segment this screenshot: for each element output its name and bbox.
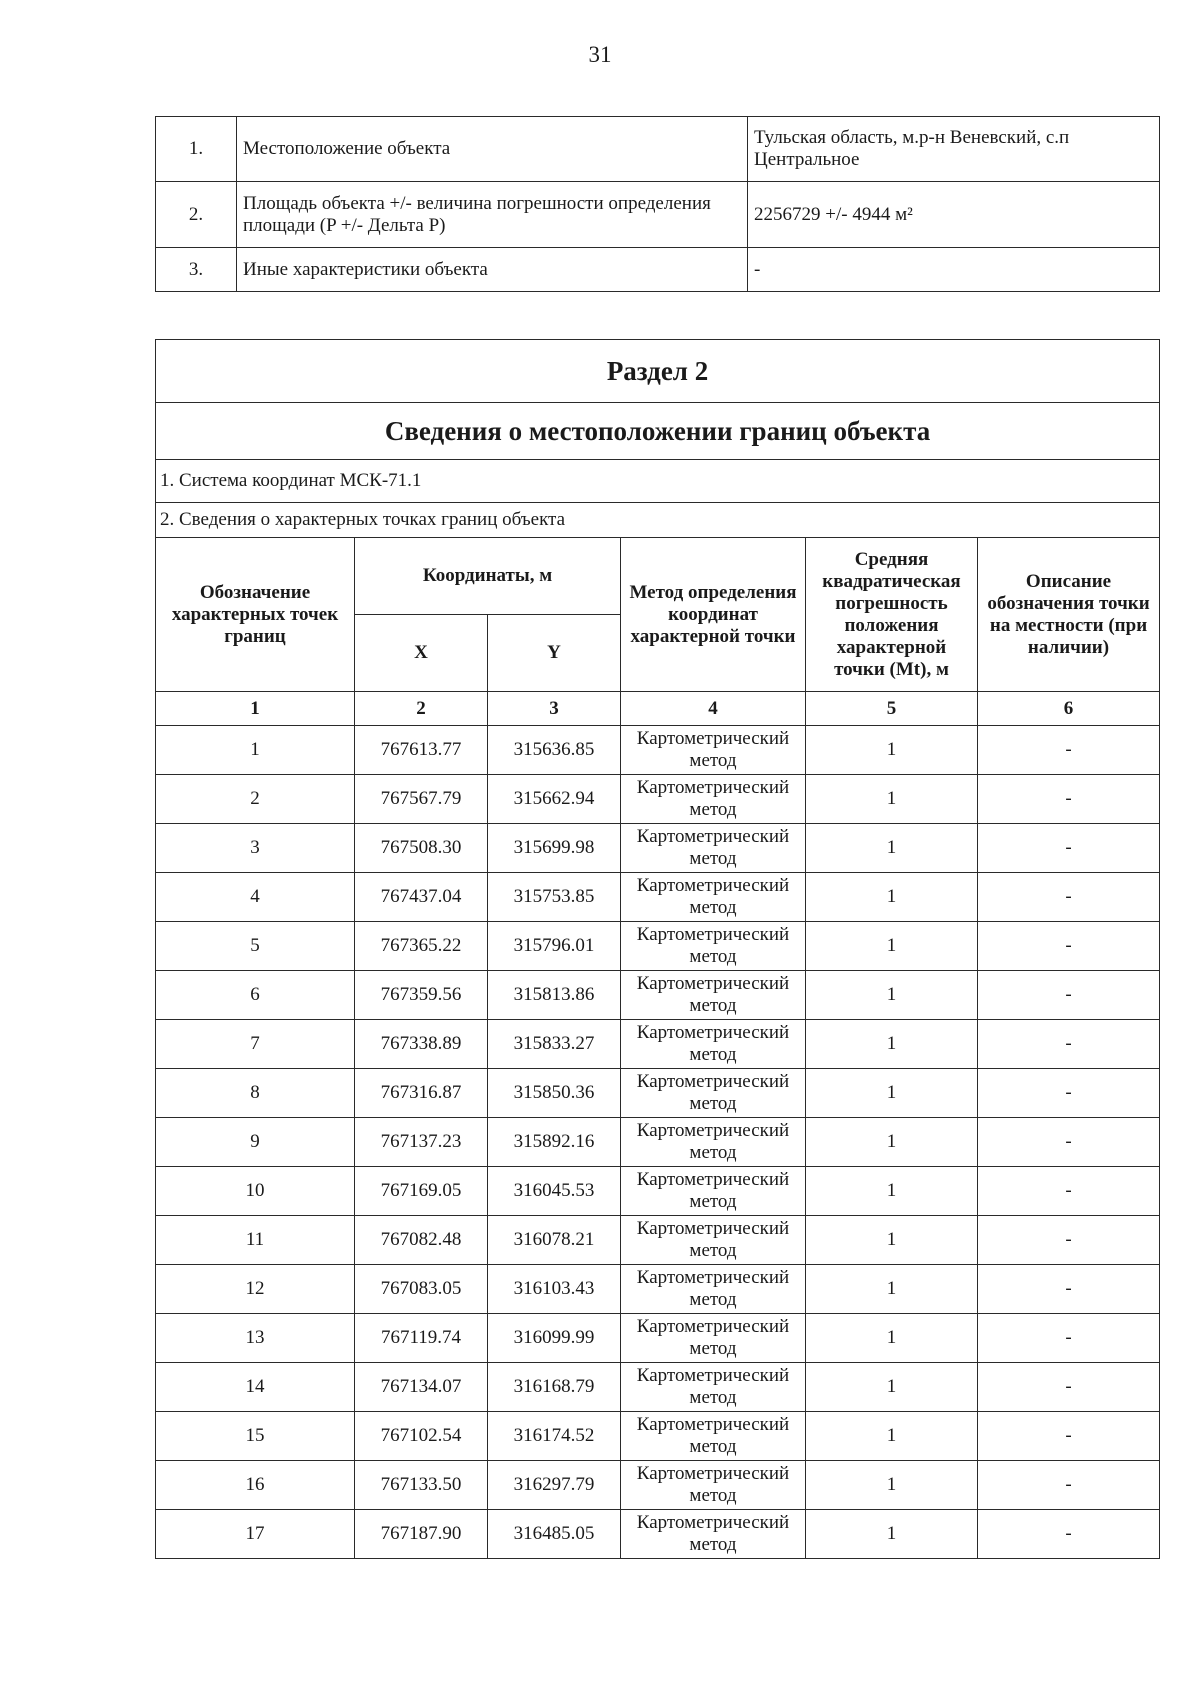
point-error: 1 xyxy=(806,873,978,922)
table-row xyxy=(156,1020,1160,1069)
point-description: - xyxy=(978,1216,1160,1265)
point-description: - xyxy=(978,1069,1160,1118)
table-row xyxy=(156,922,1160,971)
point-error: 1 xyxy=(806,775,978,824)
point-description: - xyxy=(978,1510,1160,1559)
column-number: 6 xyxy=(978,692,1160,726)
point-error: 1 xyxy=(806,1412,978,1461)
point-y: 316168.79 xyxy=(488,1363,621,1412)
point-id: 16 xyxy=(156,1461,355,1510)
point-method: Картометрический метод xyxy=(621,1020,806,1069)
point-error: 1 xyxy=(806,1118,978,1167)
point-y: 315833.27 xyxy=(488,1020,621,1069)
section-subtitle: Сведения о местоположении границ объекта xyxy=(156,403,1160,460)
point-y: 315699.98 xyxy=(488,824,621,873)
point-error: 1 xyxy=(806,971,978,1020)
point-id: 14 xyxy=(156,1363,355,1412)
header-designation: Обозначение характерных точек границ xyxy=(156,538,355,692)
point-id: 1 xyxy=(156,726,355,775)
boundary-points-table xyxy=(155,339,1160,1559)
point-error: 1 xyxy=(806,1461,978,1510)
header-description: Описание обозначения точки на местности (при наличии) xyxy=(978,538,1160,692)
point-description: - xyxy=(978,922,1160,971)
point-id: 9 xyxy=(156,1118,355,1167)
header-x: X xyxy=(355,615,488,692)
point-id: 4 xyxy=(156,873,355,922)
point-y: 316078.21 xyxy=(488,1216,621,1265)
point-description: - xyxy=(978,1363,1160,1412)
point-y: 315813.86 xyxy=(488,971,621,1020)
point-description: - xyxy=(978,1020,1160,1069)
point-id: 15 xyxy=(156,1412,355,1461)
point-method: Картометрический метод xyxy=(621,1461,806,1510)
point-y: 316099.99 xyxy=(488,1314,621,1363)
point-error: 1 xyxy=(806,1069,978,1118)
point-method: Картометрический метод xyxy=(621,1118,806,1167)
point-x: 767567.79 xyxy=(355,775,488,824)
point-x: 767338.89 xyxy=(355,1020,488,1069)
point-error: 1 xyxy=(806,922,978,971)
table-row xyxy=(156,1314,1160,1363)
point-x: 767137.23 xyxy=(355,1118,488,1167)
row-label: Иные характеристики объекта xyxy=(237,248,748,292)
point-id: 5 xyxy=(156,922,355,971)
table-row xyxy=(156,1118,1160,1167)
point-y: 315662.94 xyxy=(488,775,621,824)
point-method: Картометрический метод xyxy=(621,775,806,824)
point-error: 1 xyxy=(806,726,978,775)
point-error: 1 xyxy=(806,1020,978,1069)
point-error: 1 xyxy=(806,1265,978,1314)
point-id: 12 xyxy=(156,1265,355,1314)
point-description: - xyxy=(978,726,1160,775)
table-row xyxy=(156,1461,1160,1510)
point-y: 316297.79 xyxy=(488,1461,621,1510)
point-y: 315636.85 xyxy=(488,726,621,775)
table-row xyxy=(156,1265,1160,1314)
column-number: 3 xyxy=(488,692,621,726)
point-error: 1 xyxy=(806,1510,978,1559)
row-label: Местоположение объекта xyxy=(237,117,748,182)
point-y: 315753.85 xyxy=(488,873,621,922)
point-y: 316485.05 xyxy=(488,1510,621,1559)
section-title: Раздел 2 xyxy=(156,340,1160,403)
point-id: 11 xyxy=(156,1216,355,1265)
page-number: 31 xyxy=(588,42,612,67)
table-row xyxy=(156,775,1160,824)
table-row xyxy=(156,1510,1160,1559)
table-row xyxy=(156,824,1160,873)
point-method: Картометрический метод xyxy=(621,824,806,873)
point-method: Картометрический метод xyxy=(621,726,806,775)
point-x: 767133.50 xyxy=(355,1461,488,1510)
column-numbers-row xyxy=(156,692,1160,726)
point-id: 6 xyxy=(156,971,355,1020)
point-description: - xyxy=(978,971,1160,1020)
point-method: Картометрический метод xyxy=(621,1265,806,1314)
point-id: 8 xyxy=(156,1069,355,1118)
row-number: 3. xyxy=(156,248,237,292)
point-x: 767365.22 xyxy=(355,922,488,971)
header-coordinates: Координаты, м xyxy=(355,538,621,615)
point-y: 315892.16 xyxy=(488,1118,621,1167)
table-row xyxy=(156,1167,1160,1216)
column-number: 2 xyxy=(355,692,488,726)
point-y: 316103.43 xyxy=(488,1265,621,1314)
point-error: 1 xyxy=(806,1167,978,1216)
point-method: Картометрический метод xyxy=(621,1314,806,1363)
point-x: 767187.90 xyxy=(355,1510,488,1559)
point-id: 7 xyxy=(156,1020,355,1069)
table-row xyxy=(156,971,1160,1020)
point-description: - xyxy=(978,1461,1160,1510)
point-description: - xyxy=(978,1167,1160,1216)
point-id: 17 xyxy=(156,1510,355,1559)
point-x: 767613.77 xyxy=(355,726,488,775)
object-info-table xyxy=(155,116,1160,292)
column-number: 5 xyxy=(806,692,978,726)
point-x: 767134.07 xyxy=(355,1363,488,1412)
column-number: 4 xyxy=(621,692,806,726)
point-id: 2 xyxy=(156,775,355,824)
point-x: 767169.05 xyxy=(355,1167,488,1216)
point-y: 316174.52 xyxy=(488,1412,621,1461)
point-description: - xyxy=(978,1412,1160,1461)
point-x: 767437.04 xyxy=(355,873,488,922)
header-method: Метод определения координат характерной точки xyxy=(621,538,806,692)
point-description: - xyxy=(978,1118,1160,1167)
point-method: Картометрический метод xyxy=(621,1069,806,1118)
header-y: Y xyxy=(488,615,621,692)
point-id: 13 xyxy=(156,1314,355,1363)
point-y: 315850.36 xyxy=(488,1069,621,1118)
point-x: 767102.54 xyxy=(355,1412,488,1461)
row-value: Тульская область, м.р-н Веневский, с.п Центральное xyxy=(748,117,1160,182)
points-heading: 2. Сведения о характерных точках границ объекта xyxy=(156,503,1160,538)
row-label: Площадь объекта +/- величина погрешности определения площади (P +/- Дельта P) xyxy=(237,182,748,248)
table-row xyxy=(156,117,1160,182)
point-x: 767316.87 xyxy=(355,1069,488,1118)
point-id: 10 xyxy=(156,1167,355,1216)
row-value: - xyxy=(748,248,1160,292)
column-number: 1 xyxy=(156,692,355,726)
point-x: 767119.74 xyxy=(355,1314,488,1363)
point-error: 1 xyxy=(806,824,978,873)
table-row xyxy=(156,726,1160,775)
point-description: - xyxy=(978,873,1160,922)
point-description: - xyxy=(978,1314,1160,1363)
point-method: Картометрический метод xyxy=(621,971,806,1020)
table-row xyxy=(156,1363,1160,1412)
header-error: Средняя квадратическая погрешность положения характерной точки (Mt), м xyxy=(806,538,978,692)
point-method: Картометрический метод xyxy=(621,922,806,971)
coordinate-system: 1. Система координат МСК-71.1 xyxy=(156,460,1160,503)
point-x: 767508.30 xyxy=(355,824,488,873)
point-method: Картометрический метод xyxy=(621,1412,806,1461)
table-row xyxy=(156,873,1160,922)
table-row xyxy=(156,1069,1160,1118)
points-body xyxy=(156,726,1160,1559)
point-method: Картометрический метод xyxy=(621,873,806,922)
point-x: 767083.05 xyxy=(355,1265,488,1314)
table-row xyxy=(156,248,1160,292)
point-description: - xyxy=(978,824,1160,873)
point-y: 316045.53 xyxy=(488,1167,621,1216)
point-x: 767082.48 xyxy=(355,1216,488,1265)
point-id: 3 xyxy=(156,824,355,873)
point-method: Картометрический метод xyxy=(621,1510,806,1559)
point-x: 767359.56 xyxy=(355,971,488,1020)
point-error: 1 xyxy=(806,1363,978,1412)
row-number: 2. xyxy=(156,182,237,248)
row-value: 2256729 +/- 4944 м² xyxy=(748,182,1160,248)
point-error: 1 xyxy=(806,1216,978,1265)
point-method: Картометрический метод xyxy=(621,1363,806,1412)
point-method: Картометрический метод xyxy=(621,1167,806,1216)
row-number: 1. xyxy=(156,117,237,182)
table-row xyxy=(156,1412,1160,1461)
point-description: - xyxy=(978,1265,1160,1314)
point-error: 1 xyxy=(806,1314,978,1363)
point-y: 315796.01 xyxy=(488,922,621,971)
point-method: Картометрический метод xyxy=(621,1216,806,1265)
point-description: - xyxy=(978,775,1160,824)
table-row xyxy=(156,182,1160,248)
table-row xyxy=(156,1216,1160,1265)
